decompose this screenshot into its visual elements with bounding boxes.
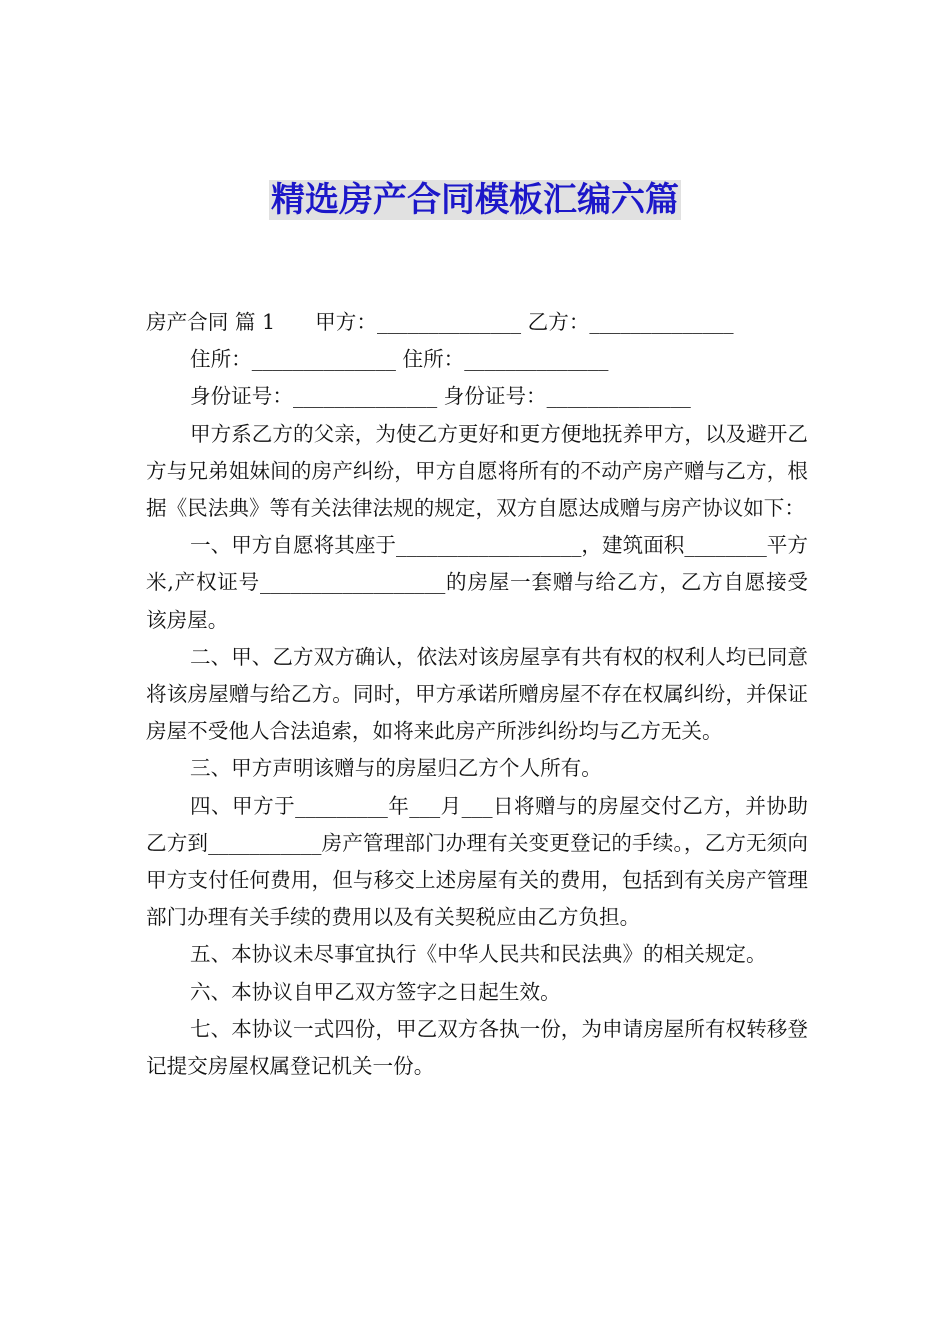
address-a-field: 住所：______________ bbox=[190, 347, 396, 372]
paragraph-clause-1: 一、甲方自愿将其座于__________________，建筑面积________平方米,产权证号__________________的房屋一套赠与给乙方，乙方自愿接受该房屋。 bbox=[146, 533, 808, 632]
address-line bbox=[146, 341, 808, 378]
document-title-text: 精选房产合同模板汇编六篇 bbox=[271, 180, 679, 220]
paragraph-clause-7: 七、本协议一式四份，甲乙双方各执一份，为申请房屋所有权转移登记提交房屋权属登记机关一份。 bbox=[146, 1016, 808, 1079]
id-line bbox=[146, 378, 808, 415]
id-a-field: 身份证号：______________ bbox=[190, 384, 438, 409]
paragraph-clause-6: 六、本协议自甲乙双方签字之日起生效。 bbox=[190, 979, 561, 1004]
paragraph-preamble: 甲方系乙方的父亲，为使乙方更好和更方便地抚养甲方，以及避开乙方与兄弟姐妹间的房产纠纷，甲方自愿将所有的不动产房产赠与乙方，根据《民法典》等有关法律法规的规定，双方自愿达成赠与房产协议如下： bbox=[146, 421, 808, 521]
party-a-field: 甲方：______________ bbox=[315, 310, 522, 334]
paragraph-clause-4: 四、甲方于_________年___月___日将赠与的房屋交付乙方，并协助乙方到___________房产管理部门办理有关变更登记的手续。，乙方无须向甲方支付任何费用，但与移交上述房屋有关的费用，包括到有关房产管理部门办理有关手续的费用以及有关契税应由乙方负担。 bbox=[146, 793, 808, 930]
paragraph-clause-5: 五、本协议未尽事宜执行《中华人民共和民法典》的相关规定。 bbox=[190, 942, 767, 967]
parties-line bbox=[146, 304, 808, 341]
contract-body bbox=[146, 304, 808, 1085]
party-b-field: 乙方：______________ bbox=[527, 310, 734, 334]
section-label: 房产合同 篇 1 bbox=[146, 310, 276, 334]
paragraph-clause-3: 三、甲方声明该赠与的房屋归乙方个人所有。 bbox=[190, 756, 602, 781]
id-b-field: 身份证号：______________ bbox=[443, 384, 691, 409]
paragraph-clause-2: 二、甲、乙方双方确认，依法对该房屋享有共有权的权利人均已同意将该房屋赠与给乙方。同时，甲方承诺所赠房屋不存在权属纠纷，并保证房屋不受他人合法追索，如将来此房产所涉纠纷均与乙方无关。 bbox=[146, 644, 808, 744]
document-title bbox=[0, 176, 950, 224]
address-b-field: 住所：______________ bbox=[402, 347, 609, 372]
